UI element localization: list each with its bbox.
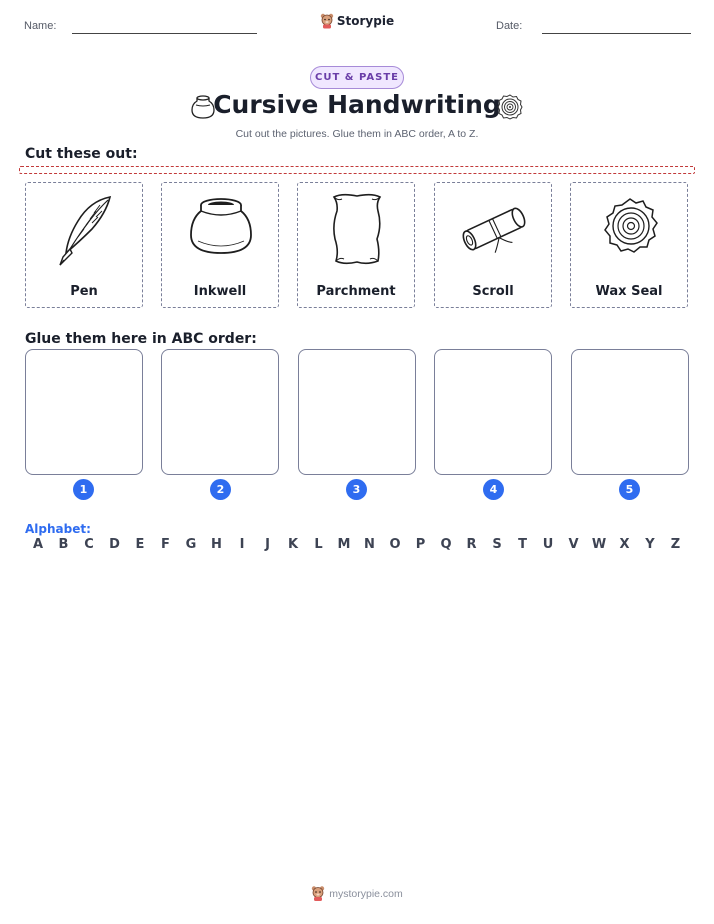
alphabet-letter: S bbox=[492, 537, 502, 552]
bear-mascot-icon bbox=[311, 885, 325, 902]
alphabet-letter: Y bbox=[645, 537, 655, 552]
alphabet-letter: P bbox=[415, 537, 426, 552]
alphabet-letter: Q bbox=[440, 537, 452, 552]
wax-seal-icon bbox=[497, 94, 523, 120]
alphabet-letter: F bbox=[161, 537, 170, 552]
name-label: Name: bbox=[24, 20, 57, 32]
cut-card-parchment[interactable] bbox=[297, 182, 415, 308]
alphabet-letter: C bbox=[84, 537, 94, 552]
slot-number-3: 3 bbox=[346, 479, 367, 500]
name-line[interactable] bbox=[72, 33, 257, 34]
glue-slot-5[interactable] bbox=[571, 349, 689, 475]
alphabet-letter: I bbox=[239, 537, 245, 552]
footer-url: mystorypie.com bbox=[329, 887, 403, 900]
cut-card-wax-seal[interactable] bbox=[570, 182, 688, 308]
alphabet-letter: J bbox=[265, 537, 270, 552]
glue-slot-2[interactable] bbox=[161, 349, 279, 475]
alphabet-letter: U bbox=[542, 537, 554, 552]
alphabet-letter: Z bbox=[670, 537, 681, 552]
alphabet-letter: X bbox=[619, 537, 630, 552]
card-label: Scroll bbox=[472, 284, 514, 299]
alphabet-letter: M bbox=[337, 537, 351, 552]
alphabet-letter: D bbox=[109, 537, 120, 552]
page-title: Cursive Handwriting bbox=[213, 90, 501, 119]
bear-mascot-icon bbox=[320, 13, 334, 29]
date-label: Date: bbox=[496, 20, 523, 32]
alphabet-letter: V bbox=[568, 537, 579, 552]
wax-seal-icon bbox=[595, 191, 665, 267]
brand-name: Storypie bbox=[336, 14, 395, 28]
alphabet-letter: K bbox=[287, 537, 299, 552]
alphabet-letter: G bbox=[185, 537, 197, 552]
slot-number-2: 2 bbox=[210, 479, 231, 500]
alphabet-letter: B bbox=[58, 537, 69, 552]
cut-dashed-line bbox=[19, 166, 695, 174]
cut-card-inkwell[interactable] bbox=[161, 182, 279, 308]
card-label: Parchment bbox=[316, 284, 396, 299]
alphabet-letter: A bbox=[32, 537, 44, 552]
date-line[interactable] bbox=[542, 33, 691, 34]
alphabet-letter: N bbox=[364, 537, 375, 552]
card-label: Inkwell bbox=[193, 284, 247, 299]
alphabet-label: Alphabet: bbox=[25, 522, 91, 536]
glue-slot-3[interactable] bbox=[298, 349, 416, 475]
scroll-icon bbox=[459, 191, 529, 267]
cut-paste-badge: CUT & PASTE bbox=[310, 66, 404, 89]
quill-pen-icon bbox=[50, 191, 120, 267]
footer bbox=[0, 885, 714, 906]
cut-card-scroll[interactable] bbox=[434, 182, 552, 308]
alphabet-letter: E bbox=[135, 537, 145, 552]
alphabet-letter: O bbox=[389, 537, 401, 552]
inkwell-icon bbox=[186, 191, 256, 267]
parchment-icon bbox=[322, 191, 392, 267]
cut-card-pen[interactable] bbox=[25, 182, 143, 308]
alphabet-letter: H bbox=[211, 537, 222, 552]
slot-number-4: 4 bbox=[483, 479, 504, 500]
slot-number-5: 5 bbox=[619, 479, 640, 500]
glue-slot-1[interactable] bbox=[25, 349, 143, 475]
alphabet-letter: L bbox=[314, 537, 323, 552]
alphabet-letter: R bbox=[466, 537, 477, 552]
card-label: Wax Seal bbox=[595, 284, 663, 299]
cut-section-label: Cut these out: bbox=[25, 146, 138, 162]
alphabet-letter: W bbox=[591, 537, 607, 552]
glue-section-label: Glue them here in ABC order: bbox=[25, 331, 257, 347]
alphabet-letter: T bbox=[518, 537, 527, 552]
card-label: Pen bbox=[70, 284, 98, 299]
instructions: Cut out the pictures. Glue them in ABC order, A to Z. bbox=[235, 128, 479, 140]
glue-slot-4[interactable] bbox=[434, 349, 552, 475]
slot-number-1: 1 bbox=[73, 479, 94, 500]
brand-logo bbox=[0, 13, 714, 33]
